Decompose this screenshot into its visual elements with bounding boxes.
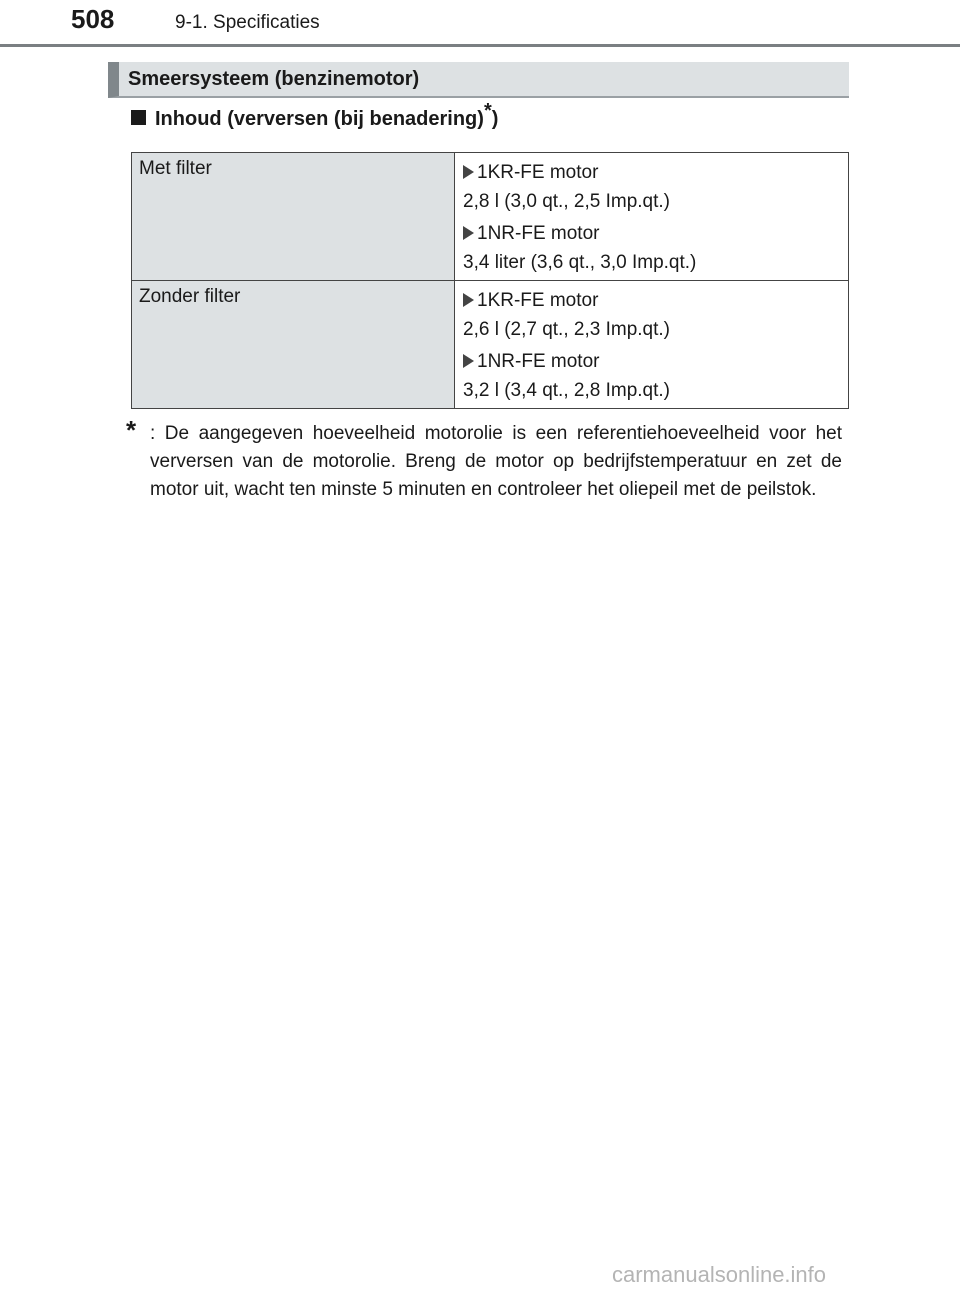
engine-label: 1KR-FE motor [477, 290, 599, 311]
footnote-text: : De aangegeven hoeveelheid motorolie is een referentiehoeveelheid voor het verversen van de motorolie. Breng de motor op bedrijfstemperatuur en zet de motor uit, wacht ten minste 5 minuten en controleer het oliepeil met de peilstok. [150, 423, 842, 500]
section-bar [108, 62, 849, 98]
capacity-value: 2,8 l (3,0 qt., 2,5 Imp.qt.) [463, 191, 670, 212]
triangle-right-icon [463, 293, 474, 307]
page-header [0, 0, 960, 50]
row-values [455, 153, 849, 281]
capacity-value: 3,4 liter (3,6 qt., 3,0 Imp.qt.) [463, 252, 697, 273]
capacity-value: 3,2 l (3,4 qt., 2,8 Imp.qt.) [463, 380, 670, 401]
row-label: Zonder filter [132, 281, 455, 409]
subheading-text: Inhoud (verversen (bij benadering) [155, 108, 484, 130]
row-label: Met filter [132, 153, 455, 281]
triangle-right-icon [463, 226, 474, 240]
oil-capacity-table [131, 152, 849, 409]
subheading-closing: ) [491, 108, 499, 130]
table-row [132, 281, 849, 409]
row-values [455, 281, 849, 409]
chapter-title: 9-1. Specificaties [175, 12, 320, 33]
watermark: carmanualsonline.info [612, 1262, 827, 1287]
section-title: Smeersysteem (benzinemotor) [128, 68, 420, 90]
footnote-asterisk: * [126, 415, 137, 445]
triangle-right-icon [463, 354, 474, 368]
engine-label: 1NR-FE motor [477, 223, 600, 244]
triangle-right-icon [463, 165, 474, 179]
engine-line [463, 286, 848, 315]
page-number: 508 [71, 4, 115, 34]
table-row [132, 153, 849, 281]
footnote [126, 415, 842, 504]
header-rule [0, 44, 960, 47]
engine-label: 1KR-FE motor [477, 162, 599, 183]
engine-line [463, 219, 848, 248]
engine-line [463, 158, 848, 187]
capacity-value: 2,6 l (2,7 qt., 2,3 Imp.qt.) [463, 319, 670, 340]
subheading [131, 100, 499, 131]
engine-line [463, 347, 848, 376]
square-bullet-icon [131, 110, 146, 125]
subheading-asterisk: * [483, 100, 492, 122]
engine-label: 1NR-FE motor [477, 351, 600, 372]
